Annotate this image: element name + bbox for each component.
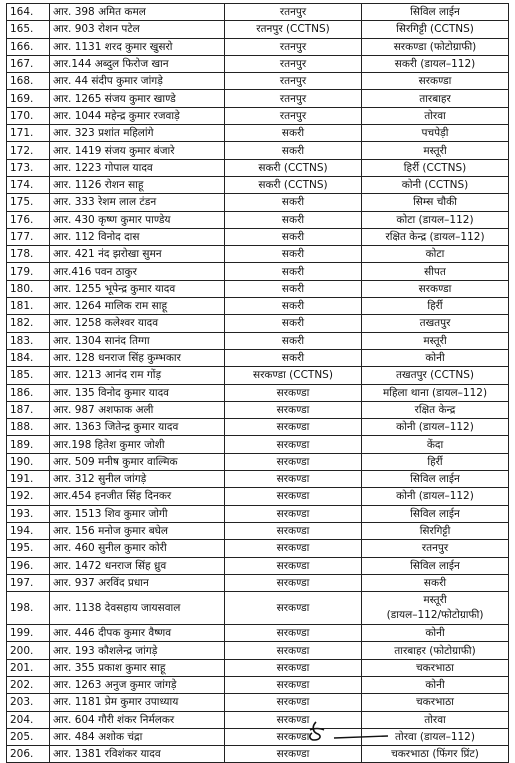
from-station-cell: सरकण्डा	[225, 557, 362, 574]
serial-number-cell: 175.	[7, 194, 50, 211]
table-row	[7, 711, 509, 728]
serial-number-cell: 195.	[7, 540, 50, 557]
from-station-cell: सकरी (CCTNS)	[225, 176, 362, 193]
serial-number-cell: 177.	[7, 228, 50, 245]
serial-number-cell: 179.	[7, 263, 50, 280]
to-station-cell: तारबाहर	[362, 90, 509, 107]
name-cell: आर. 1131 शरद कुमार खुसरो	[50, 38, 225, 55]
to-station-cell: कोनी	[362, 349, 509, 366]
table-row	[7, 557, 509, 574]
table-row	[7, 676, 509, 693]
table-row	[7, 574, 509, 591]
name-cell: आर. 333 रेशम लाल टंडन	[50, 194, 225, 211]
to-station-cell: कोनी	[362, 625, 509, 642]
from-station-cell: सरकण्डा	[225, 384, 362, 401]
to-station-cell: चकरभाठा (फिंगर प्रिंट)	[362, 746, 509, 763]
name-cell: आर. 1363 जितेन्द्र कुमार यादव	[50, 419, 225, 436]
name-cell: आर. 421 नंद झरोखा सुमन	[50, 246, 225, 263]
table-row	[7, 642, 509, 659]
from-station-cell: सकरी	[225, 228, 362, 245]
table-row	[7, 280, 509, 297]
from-station-cell: सरकण्डा	[225, 642, 362, 659]
serial-number-cell: 182.	[7, 315, 50, 332]
table-row	[7, 246, 509, 263]
to-station-cell: कोटा	[362, 246, 509, 263]
name-cell: आर. 112 विनोद दास	[50, 228, 225, 245]
to-station-cell: सिरगिट्टी (CCTNS)	[362, 21, 509, 38]
table-row	[7, 159, 509, 176]
name-cell: आर. 1126 रोशन साहू	[50, 176, 225, 193]
table-row	[7, 228, 509, 245]
from-station-cell: सरकण्डा	[225, 694, 362, 711]
to-station-cell: सिम्स चौकी	[362, 194, 509, 211]
name-cell: आर. 903 रोशन पटेल	[50, 21, 225, 38]
table-row	[7, 194, 509, 211]
table-row	[7, 21, 509, 38]
table-row	[7, 401, 509, 418]
to-station-cell: कोनी (डायल–112)	[362, 419, 509, 436]
from-station-cell: सकरी	[225, 263, 362, 280]
serial-number-cell: 166.	[7, 38, 50, 55]
serial-number-cell: 171.	[7, 125, 50, 142]
from-station-cell: सरकण्डा	[225, 592, 362, 625]
table-row	[7, 746, 509, 763]
from-station-cell: सरकण्डा	[225, 659, 362, 676]
from-station-cell: सकरी	[225, 298, 362, 315]
to-station-cell: सकरी	[362, 574, 509, 591]
from-station-cell: सरकण्डा	[225, 728, 362, 745]
transfer-table	[6, 3, 509, 763]
table-row	[7, 142, 509, 159]
serial-number-cell: 184.	[7, 349, 50, 366]
from-station-cell: सकरी	[225, 142, 362, 159]
from-station-cell: सरकण्डा	[225, 746, 362, 763]
serial-number-cell: 192.	[7, 488, 50, 505]
from-station-cell: सरकण्डा	[225, 625, 362, 642]
to-station-cell: केंदा	[362, 436, 509, 453]
name-cell: आर.144 अब्दुल फिरोज खान	[50, 55, 225, 72]
table-row	[7, 4, 509, 21]
table-row	[7, 384, 509, 401]
name-cell: आर. 509 मनीष कुमार वाल्मिक	[50, 453, 225, 470]
to-station-cell: रक्षित केन्द्र	[362, 401, 509, 418]
name-cell: आर. 312 सुनील जांगड़े	[50, 471, 225, 488]
transfer-table-body	[7, 4, 509, 763]
serial-number-cell: 197.	[7, 574, 50, 591]
name-cell: आर. 446 दीपक कुमार वैष्णव	[50, 625, 225, 642]
name-cell: आर. 1381 रविशंकर यादव	[50, 746, 225, 763]
serial-number-cell: 189.	[7, 436, 50, 453]
to-station-cell: सरकण्डा	[362, 280, 509, 297]
name-cell: आर. 398 अमित कमल	[50, 4, 225, 21]
from-station-cell: रतनपुर	[225, 107, 362, 124]
table-row	[7, 298, 509, 315]
table-row	[7, 263, 509, 280]
serial-number-cell: 202.	[7, 676, 50, 693]
to-station-cell: तखतपुर (CCTNS)	[362, 367, 509, 384]
name-cell: आर. 355 प्रकाश कुमार साहू	[50, 659, 225, 676]
from-station-cell: रतनपुर	[225, 55, 362, 72]
from-station-cell: सरकण्डा (CCTNS)	[225, 367, 362, 384]
to-station-cell: तारबाहर (फोटोग्राफी)	[362, 642, 509, 659]
name-cell: आर. 1513 शिव कुमार जोगी	[50, 505, 225, 522]
serial-number-cell: 164.	[7, 4, 50, 21]
name-cell: आर. 1265 संजय कुमार खाण्डे	[50, 90, 225, 107]
name-cell: आर.454 हनजीत सिंह दिनकर	[50, 488, 225, 505]
name-cell: आर. 1472 धनराज सिंह ध्रुव	[50, 557, 225, 574]
name-cell: आर. 430 कृष्ण कुमार पाण्डेय	[50, 211, 225, 228]
serial-number-cell: 165.	[7, 21, 50, 38]
name-cell: आर. 484 अशोक चंद्रा	[50, 728, 225, 745]
serial-number-cell: 169.	[7, 90, 50, 107]
to-station-cell: मस्तूरी	[362, 332, 509, 349]
to-station-cell: सीपत	[362, 263, 509, 280]
name-cell: आर. 1258 कलेश्वर यादव	[50, 315, 225, 332]
table-row	[7, 625, 509, 642]
from-station-cell: सरकण्डा	[225, 676, 362, 693]
to-station-cell: महिला थाना (डायल–112)	[362, 384, 509, 401]
to-station-cell: सिविल लाईन	[362, 557, 509, 574]
serial-number-cell: 206.	[7, 746, 50, 763]
serial-number-cell: 187.	[7, 401, 50, 418]
to-station-cell: हिर्री (CCTNS)	[362, 159, 509, 176]
name-cell: आर. 987 अशफाक अली	[50, 401, 225, 418]
from-station-cell: रतनपुर	[225, 4, 362, 21]
name-cell: आर. 1304 सानंद तिग्गा	[50, 332, 225, 349]
to-station-cell: सिविल लाईन	[362, 4, 509, 21]
serial-number-cell: 181.	[7, 298, 50, 315]
table-row	[7, 522, 509, 539]
serial-number-cell: 172.	[7, 142, 50, 159]
serial-number-cell: 183.	[7, 332, 50, 349]
to-station-cell: कोनी	[362, 676, 509, 693]
from-station-cell: सरकण्डा	[225, 505, 362, 522]
serial-number-cell: 178.	[7, 246, 50, 263]
to-station-cell: सरकण्डा (फोटोग्राफी)	[362, 38, 509, 55]
table-row	[7, 315, 509, 332]
to-station-cell: कोनी (डायल–112)	[362, 488, 509, 505]
table-row	[7, 488, 509, 505]
from-station-cell: सकरी	[225, 349, 362, 366]
from-station-cell: सकरी	[225, 194, 362, 211]
table-row	[7, 505, 509, 522]
name-cell: आर. 44 संदीप कुमार जांगड़े	[50, 73, 225, 90]
serial-number-cell: 186.	[7, 384, 50, 401]
serial-number-cell: 201.	[7, 659, 50, 676]
to-station-cell: रतनपुर	[362, 540, 509, 557]
to-station-cell: पचपेड़ी	[362, 125, 509, 142]
name-cell: आर. 1263 अनुज कुमार जांगड़े	[50, 676, 225, 693]
serial-number-cell: 191.	[7, 471, 50, 488]
serial-number-cell: 167.	[7, 55, 50, 72]
table-row	[7, 211, 509, 228]
serial-number-cell: 173.	[7, 159, 50, 176]
table-row	[7, 349, 509, 366]
from-station-cell: सरकण्डा	[225, 488, 362, 505]
to-station-cell: हिर्री	[362, 453, 509, 470]
table-row	[7, 592, 509, 625]
table-row	[7, 176, 509, 193]
to-station-cell: सरकण्डा	[362, 73, 509, 90]
serial-number-cell: 199.	[7, 625, 50, 642]
serial-number-cell: 190.	[7, 453, 50, 470]
name-cell: आर. 1223 गोपाल यादव	[50, 159, 225, 176]
to-station-cell: तोरवा	[362, 107, 509, 124]
from-station-cell: सरकण्डा	[225, 522, 362, 539]
table-row	[7, 367, 509, 384]
serial-number-cell: 205.	[7, 728, 50, 745]
name-cell: आर. 135 विनोद कुमार यादव	[50, 384, 225, 401]
serial-number-cell: 200.	[7, 642, 50, 659]
to-station-cell: तोरवा	[362, 711, 509, 728]
from-station-cell: सरकण्डा	[225, 574, 362, 591]
to-station-cell: कोटा (डायल–112)	[362, 211, 509, 228]
serial-number-cell: 193.	[7, 505, 50, 522]
table-row	[7, 453, 509, 470]
from-station-cell: सकरी	[225, 315, 362, 332]
serial-number-cell: 204.	[7, 711, 50, 728]
serial-number-cell: 203.	[7, 694, 50, 711]
table-row	[7, 107, 509, 124]
name-cell: आर. 156 मनोज कुमार बघेल	[50, 522, 225, 539]
table-row	[7, 659, 509, 676]
from-station-cell: सरकण्डा	[225, 419, 362, 436]
to-station-cell: सकरी (डायल–112)	[362, 55, 509, 72]
name-cell: आर.198 हितेश कुमार जोशी	[50, 436, 225, 453]
from-station-cell: सरकण्डा	[225, 453, 362, 470]
name-cell: आर. 193 कौशलेन्द्र जांगड़े	[50, 642, 225, 659]
to-station-cell: सिविल लाईन	[362, 471, 509, 488]
from-station-cell: सरकण्डा	[225, 540, 362, 557]
table-row	[7, 332, 509, 349]
serial-number-cell: 168.	[7, 73, 50, 90]
from-station-cell: सकरी	[225, 125, 362, 142]
to-station-cell: तोरवा (डायल–112)	[362, 728, 509, 745]
serial-number-cell: 188.	[7, 419, 50, 436]
name-cell: आर. 1181 प्रेम कुमार उपाध्याय	[50, 694, 225, 711]
table-row	[7, 419, 509, 436]
from-station-cell: रतनपुर	[225, 90, 362, 107]
to-station-cell: हिर्री	[362, 298, 509, 315]
from-station-cell: रतनपुर	[225, 38, 362, 55]
serial-number-cell: 170.	[7, 107, 50, 124]
serial-number-cell: 198.	[7, 592, 50, 625]
name-cell: आर.416 पवन ठाकुर	[50, 263, 225, 280]
from-station-cell: रतनपुर (CCTNS)	[225, 21, 362, 38]
from-station-cell: रतनपुर	[225, 73, 362, 90]
name-cell: आर. 323 प्रशांत महिलांगे	[50, 125, 225, 142]
from-station-cell: सरकण्डा	[225, 401, 362, 418]
name-cell: आर. 128 धनराज सिंह कुम्भकार	[50, 349, 225, 366]
to-station-cell: सिरगिट्टी	[362, 522, 509, 539]
name-cell: आर. 1255 भूपेन्द्र कुमार यादव	[50, 280, 225, 297]
table-row	[7, 728, 509, 745]
from-station-cell: सरकण्डा	[225, 436, 362, 453]
from-station-cell: सकरी	[225, 246, 362, 263]
transfer-list-sheet	[6, 3, 509, 763]
name-cell: आर. 460 सुनील कुमार कोरी	[50, 540, 225, 557]
serial-number-cell: 194.	[7, 522, 50, 539]
signature-mark	[300, 716, 390, 742]
serial-number-cell: 174.	[7, 176, 50, 193]
table-row	[7, 125, 509, 142]
table-row	[7, 90, 509, 107]
table-row	[7, 694, 509, 711]
name-cell: आर. 1138 देवसहाय जायसवाल	[50, 592, 225, 625]
name-cell: आर. 937 अरविंद प्रधान	[50, 574, 225, 591]
table-row	[7, 73, 509, 90]
table-row	[7, 471, 509, 488]
from-station-cell: सरकण्डा	[225, 471, 362, 488]
from-station-cell: सकरी (CCTNS)	[225, 159, 362, 176]
from-station-cell: सकरी	[225, 280, 362, 297]
table-row	[7, 540, 509, 557]
table-row	[7, 38, 509, 55]
to-station-cell: रक्षित केन्द्र (डायल–112)	[362, 228, 509, 245]
table-row	[7, 436, 509, 453]
to-station-cell: मस्तूरी (डायल–112/फोटोग्राफी)	[362, 592, 509, 625]
table-row	[7, 55, 509, 72]
from-station-cell: सकरी	[225, 211, 362, 228]
serial-number-cell: 180.	[7, 280, 50, 297]
serial-number-cell: 185.	[7, 367, 50, 384]
name-cell: आर. 1044 महेन्द्र कुमार रजवाड़े	[50, 107, 225, 124]
to-station-cell: मस्तूरी	[362, 142, 509, 159]
name-cell: आर. 604 गौरी शंकर निर्मलकर	[50, 711, 225, 728]
name-cell: आर. 1213 आनंद राम गोंड़	[50, 367, 225, 384]
to-station-cell: तखतपुर	[362, 315, 509, 332]
from-station-cell: सकरी	[225, 332, 362, 349]
to-station-cell: चकरभाठा	[362, 694, 509, 711]
serial-number-cell: 176.	[7, 211, 50, 228]
name-cell: आर. 1264 मालिक राम साहू	[50, 298, 225, 315]
serial-number-cell: 196.	[7, 557, 50, 574]
name-cell: आर. 1419 संजय कुमार बंजारे	[50, 142, 225, 159]
from-station-cell: सरकण्डा	[225, 711, 362, 728]
to-station-cell: सिविल लाईन	[362, 505, 509, 522]
to-station-cell: चकरभाठा	[362, 659, 509, 676]
to-station-cell: कोनी (CCTNS)	[362, 176, 509, 193]
